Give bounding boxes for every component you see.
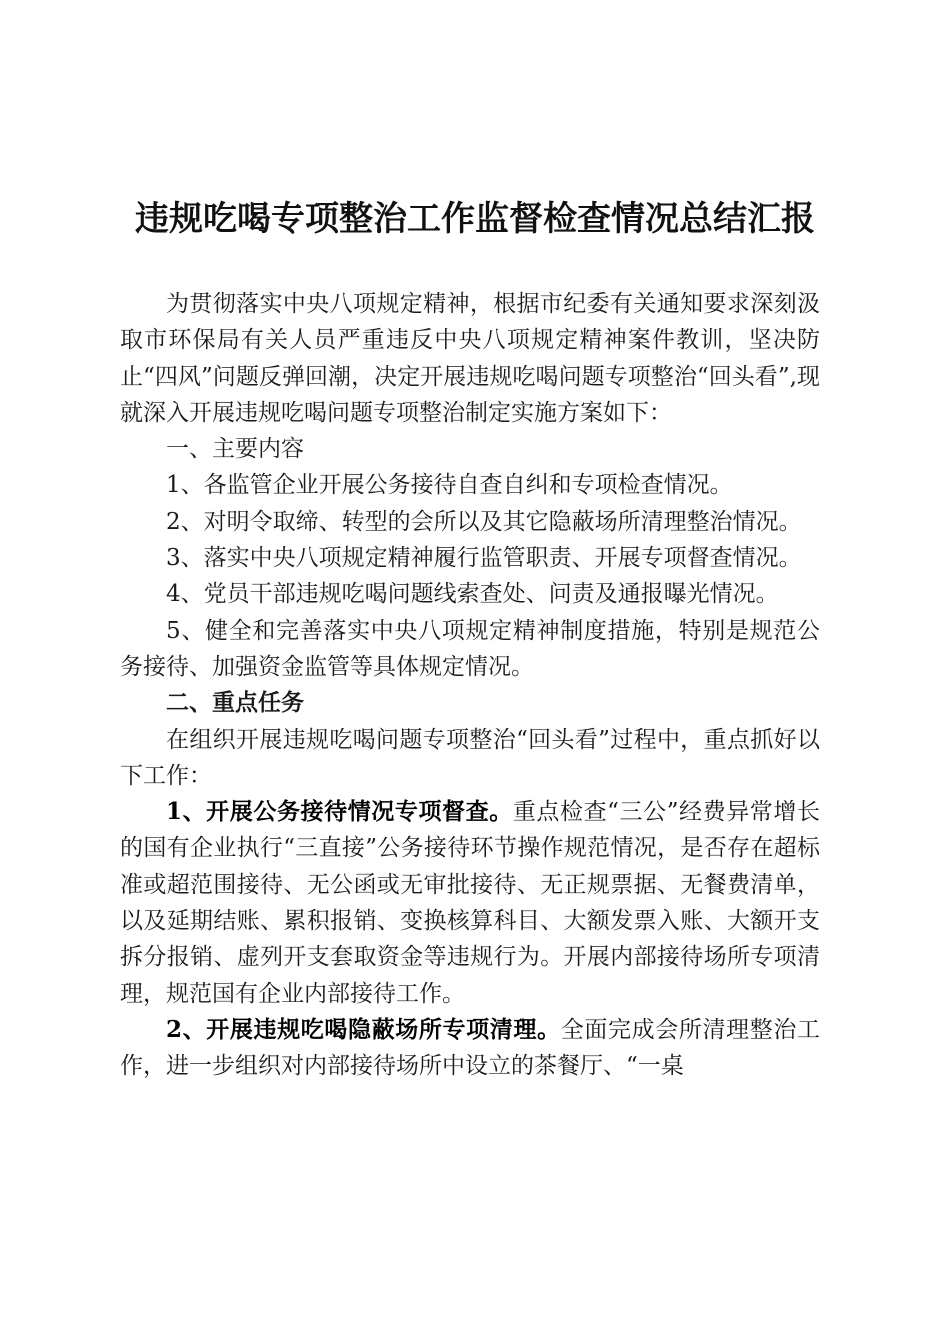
section-heading-main-content: 一、主要内容 xyxy=(166,436,304,463)
list-item: 5、健全和完善落实中央八项规定精神制度措施，特别是规范公务接待、加强资金监管等具体规定情况。 xyxy=(120,617,820,680)
intro-paragraph: 为贯彻落实中央八项规定精神，根据市纪委有关通知要求深刻汲取市环保局有关人员严重违反中央八项规定精神案件教训，坚决防止“四风”问题反弹回潮，决定开展违规吃喝问题专项整治“回头看”,现就深入开展违规吃喝问题专项整治制定实施方案如下： xyxy=(120,291,820,426)
task-lead: 1、开展公务接待情况专项督查。 xyxy=(166,798,513,826)
list-item: 2、对明令取缔、转型的会所以及其它隐蔽场所清理整治情况。 xyxy=(166,508,802,535)
task-paragraph xyxy=(120,1012,820,1085)
task-text: 重点检查“三公”经费异常增长的国有企业执行“三直接”公务接待环节操作规范情况，是否存在超标准或超范围接待、无公函或无审批接待、无正规票据、无餐费清单，以及延期结账、累积报销、变换核算科目、大额发票入账、大额开支拆分报销、虚列开支套取资金等违规行为。开展内部接待场所专项清理，规范国有企业内部接待工作。 xyxy=(120,799,820,1007)
list-item: 4、党员干部违规吃喝问题线索查处、问责及通报曝光情况。 xyxy=(166,581,779,608)
task-paragraph xyxy=(120,794,820,1012)
section-intro-paragraph: 在组织开展违规吃喝问题专项整治“回头看”过程中，重点抓好以下工作： xyxy=(120,726,820,789)
document-body xyxy=(120,286,820,1085)
task-text: 全面完成会所清理整治工作，进一步组织对内部接待场所中设立的茶餐厅、“一桌 xyxy=(120,1016,820,1080)
list-item: 1、各监管企业开展公务接待自查自纠和专项检查情况。 xyxy=(166,472,733,499)
section-heading-key-tasks: 二、重点任务 xyxy=(166,690,304,717)
document-title: 违规吃喝专项整治工作监督检查情况总结汇报 xyxy=(135,199,815,239)
list-item: 3、落实中央八项规定精神履行监管职责、开展专项督查情况。 xyxy=(166,545,802,572)
task-lead: 2、开展违规吃喝隐蔽场所专项清理。 xyxy=(166,1015,561,1043)
